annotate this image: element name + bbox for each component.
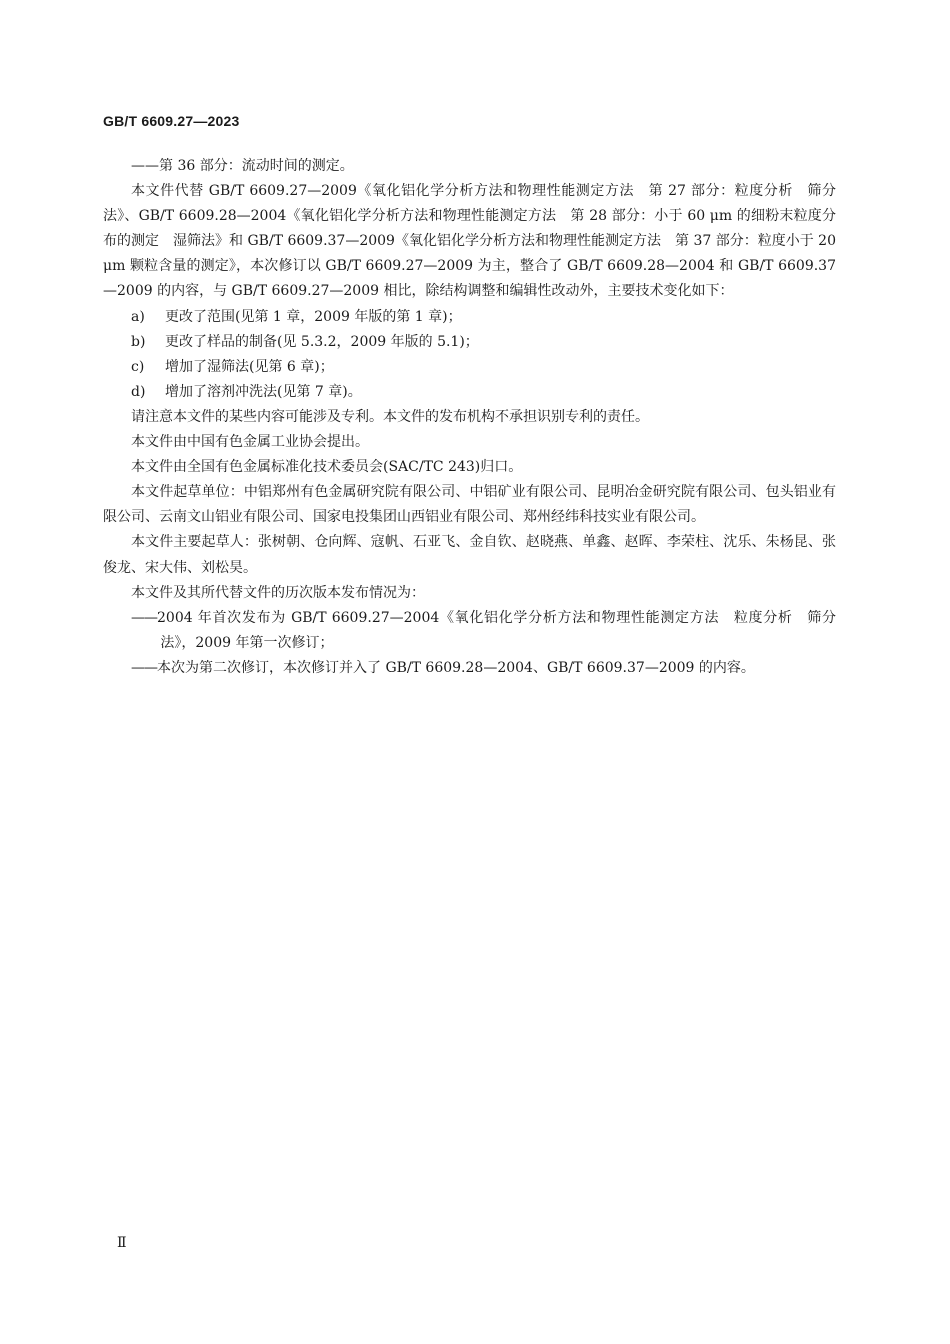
centralized-by: 本文件由全国有色金属标准化技术委员会(SAC/TC 243)归口。 — [131, 459, 523, 476]
history-item — [103, 606, 836, 656]
drafting-units: 本文件起草单位：中铝郑州有色金属研究院有限公司、中铝矿业有限公司、昆明冶金研究院有限公司、包头铝业有限公司、云南文山铝业有限公司、国家电投集团山西铝业有限公司、郑州经纬科技实业有限公司。 — [103, 484, 836, 526]
drafters: 本文件主要起草人：张树朝、仓向辉、寇帆、石亚飞、金自钦、赵晓燕、单鑫、赵晖、李荣柱、沈乐、朱杨昆、张俊龙、宋大伟、刘松昊。 — [103, 534, 836, 576]
list-item — [103, 380, 836, 405]
list-item-label: d) — [131, 383, 146, 400]
technical-changes-list — [103, 305, 836, 405]
proposed-by: 本文件由中国有色金属工业协会提出。 — [131, 434, 369, 451]
dash-mark: —— — [131, 659, 157, 676]
list-item-text: 更改了样品的制备(见 5.3.2，2009 年版的 5.1)； — [165, 333, 479, 350]
history-item-text: 2004 年首次发布为 GB/T 6609.27—2004《氧化铝化学分析方法和物理性能测定方法 粒度分析 筛分法》，2009 年第一次修订； — [157, 609, 836, 651]
list-item-label: b) — [131, 333, 146, 350]
list-item-text: 增加了湿筛法(见第 6 章)； — [165, 358, 334, 375]
history-item-text: 本次为第二次修订，本次修订并入了 GB/T 6609.28—2004、GB/T 6609.37—2009 的内容。 — [157, 659, 755, 676]
patent-note: 请注意本文件的某些内容可能涉及专利。本文件的发布机构不承担识别专利的责任。 — [131, 408, 649, 425]
list-item-text: 更改了范围(见第 1 章，2009 年版的第 1 章)； — [165, 308, 462, 325]
history-intro: 本文件及其所代替文件的历次版本发布情况为： — [131, 584, 425, 601]
list-item — [103, 305, 836, 330]
history-list — [103, 606, 836, 681]
list-item-text: 增加了溶剂冲洗法(见第 7 章)。 — [165, 383, 362, 400]
page-number: Ⅱ — [117, 1235, 127, 1251]
dash-mark: —— — [131, 609, 157, 626]
part-36-item: ——第 36 部分：流动时间的测定。 — [131, 158, 354, 174]
history-item — [103, 656, 836, 681]
list-item-label: a) — [131, 308, 145, 325]
list-item-label: c) — [131, 358, 145, 375]
list-item — [103, 355, 836, 380]
replacement-paragraph: 本文件代替 GB/T 6609.27—2009《氧化铝化学分析方法和物理性能测定方法 第 27 部分：粒度分析 筛分法》、GB/T 6609.28—2004《氧化铝化学分析方法和物理性能测定方法 第 28 部分：小于 60 μm 的细粉末粒度分布的测定 湿筛法》和 GB/T 6609.37—2009《氧化铝化学分析方法和物理性能测定方法 第 37 部分：粒度小于 20 μm 颗粒含量的测定》，本次修订以 GB/T 6609.27—2009 为主，整合了 GB/T 6609.28—2004 和 GB/T 6609.37—2009 的内容，与 GB/T 6609.27—2009 相比，除结构调整和编辑性改动外，主要技术变化如下： — [103, 183, 836, 300]
foreword-body — [103, 154, 836, 681]
standard-code-header: GB/T 6609.27—2023 — [103, 113, 240, 129]
list-item — [103, 330, 836, 355]
